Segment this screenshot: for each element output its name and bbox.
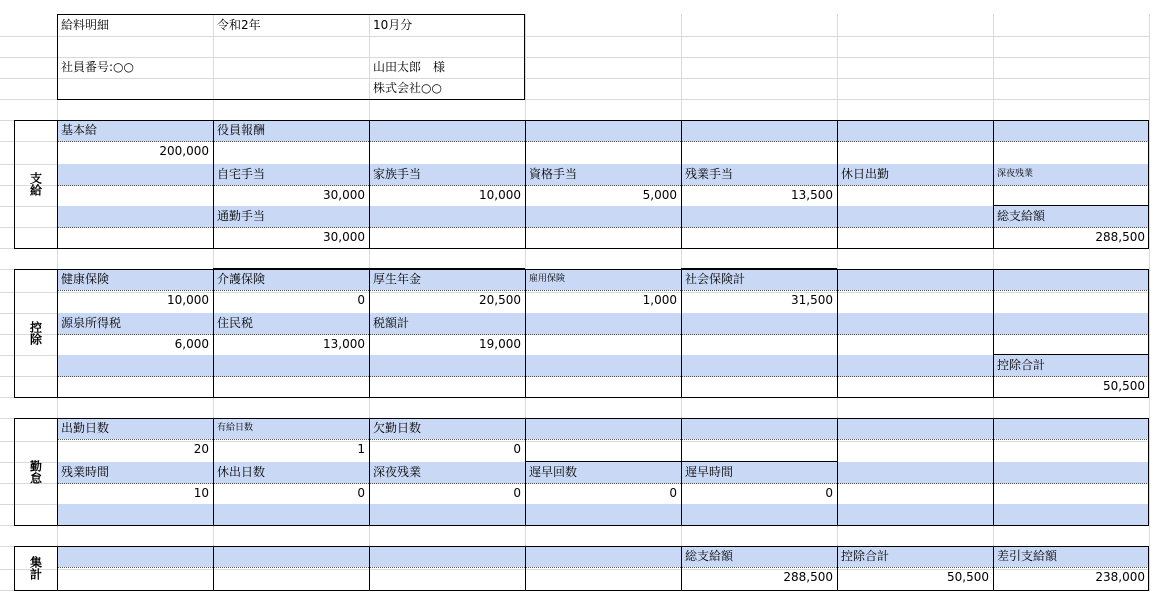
- summary-deduction-value[interactable]: 50,500: [947, 570, 989, 584]
- commute-label[interactable]: 通勤手当: [217, 209, 266, 223]
- summary-deduction-label[interactable]: 控除合計: [841, 549, 890, 563]
- summary-gross-label[interactable]: 総支給額: [685, 549, 734, 563]
- tax-total-label[interactable]: 税額計: [373, 316, 410, 330]
- housing-label[interactable]: 自宅手当: [217, 167, 266, 181]
- resident-tax-label[interactable]: 住民税: [217, 316, 254, 330]
- overtime-hours-value[interactable]: 10: [193, 486, 209, 500]
- late-time-label[interactable]: 遅早時間: [685, 465, 734, 479]
- gross-pay-value[interactable]: 288,500: [1095, 230, 1145, 244]
- work-days-value[interactable]: 20: [193, 442, 209, 456]
- late-night-work-label[interactable]: 深夜残業: [373, 465, 422, 479]
- social-insurance-total-label[interactable]: 社会保険計: [685, 272, 746, 286]
- basic-salary-label[interactable]: 基本給: [61, 123, 98, 137]
- employee-name[interactable]: 山田太郎 様: [373, 60, 446, 74]
- health-insurance-label[interactable]: 健康保険: [61, 272, 110, 286]
- family-label[interactable]: 家族手当: [373, 167, 422, 181]
- paid-leave-value[interactable]: 1: [357, 442, 365, 456]
- section-attendance: 勤怠: [28, 459, 43, 484]
- company-name[interactable]: 株式会社○○: [373, 81, 442, 95]
- late-night-work-value[interactable]: 0: [513, 486, 521, 500]
- payslip-title[interactable]: 給料明細: [61, 18, 110, 32]
- section-deduction: 控除: [28, 321, 43, 345]
- overtime-pay-label[interactable]: 残業手当: [685, 167, 734, 181]
- payslip-year[interactable]: 令和2年: [217, 18, 261, 32]
- summary-net-value[interactable]: 238,000: [1095, 570, 1145, 584]
- officer-pay-label[interactable]: 役員報酬: [217, 123, 266, 137]
- pension-value[interactable]: 20,500: [479, 293, 521, 307]
- social-insurance-total-value[interactable]: 31,500: [791, 293, 833, 307]
- resident-tax-value[interactable]: 13,000: [323, 337, 365, 351]
- paid-leave-label[interactable]: 有給日数: [217, 423, 254, 433]
- income-tax-label[interactable]: 源泉所得税: [61, 316, 122, 330]
- overtime-pay-value[interactable]: 13,500: [791, 188, 833, 202]
- tax-total-value[interactable]: 19,000: [479, 337, 521, 351]
- late-night-pay-label[interactable]: 深夜残業: [997, 169, 1034, 179]
- qualification-label[interactable]: 資格手当: [529, 167, 578, 181]
- overtime-hours-label[interactable]: 残業時間: [61, 465, 110, 479]
- care-insurance-value[interactable]: 0: [357, 293, 365, 307]
- deduction-total-label[interactable]: 控除合計: [997, 358, 1046, 372]
- pension-label[interactable]: 厚生年金: [373, 272, 422, 286]
- late-count-value[interactable]: 0: [669, 486, 677, 500]
- summary-gross-value[interactable]: 288,500: [783, 570, 833, 584]
- gross-pay-label[interactable]: 総支給額: [997, 209, 1046, 223]
- absence-days-label[interactable]: 欠勤日数: [373, 421, 422, 435]
- care-insurance-label[interactable]: 介護保険: [217, 272, 266, 286]
- late-time-value[interactable]: 0: [825, 486, 833, 500]
- employment-insurance-value[interactable]: 1,000: [642, 293, 677, 307]
- holiday-days-label[interactable]: 休出日数: [217, 465, 266, 479]
- payslip-month[interactable]: 10月分: [373, 18, 413, 32]
- basic-salary-value[interactable]: 200,000: [159, 144, 209, 158]
- summary-net-label[interactable]: 差引支給額: [997, 549, 1058, 563]
- holiday-work-label[interactable]: 休日出勤: [841, 167, 890, 181]
- late-count-label[interactable]: 遅早回数: [529, 465, 578, 479]
- deduction-total-value[interactable]: 50,500: [1103, 379, 1145, 393]
- income-tax-value[interactable]: 6,000: [174, 337, 209, 351]
- section-pay: 支給: [28, 172, 43, 196]
- holiday-days-value[interactable]: 0: [357, 486, 365, 500]
- work-days-label[interactable]: 出勤日数: [61, 421, 110, 435]
- section-summary: 集計: [28, 556, 43, 580]
- health-insurance-value[interactable]: 10,000: [167, 293, 209, 307]
- absence-days-value[interactable]: 0: [513, 442, 521, 456]
- employee-number[interactable]: 社員番号:○○: [61, 60, 134, 74]
- employment-insurance-label[interactable]: 雇用保険: [529, 274, 566, 284]
- commute-value[interactable]: 30,000: [323, 230, 365, 244]
- qualification-value[interactable]: 5,000: [642, 188, 677, 202]
- housing-value[interactable]: 30,000: [323, 188, 365, 202]
- family-value[interactable]: 10,000: [479, 188, 521, 202]
